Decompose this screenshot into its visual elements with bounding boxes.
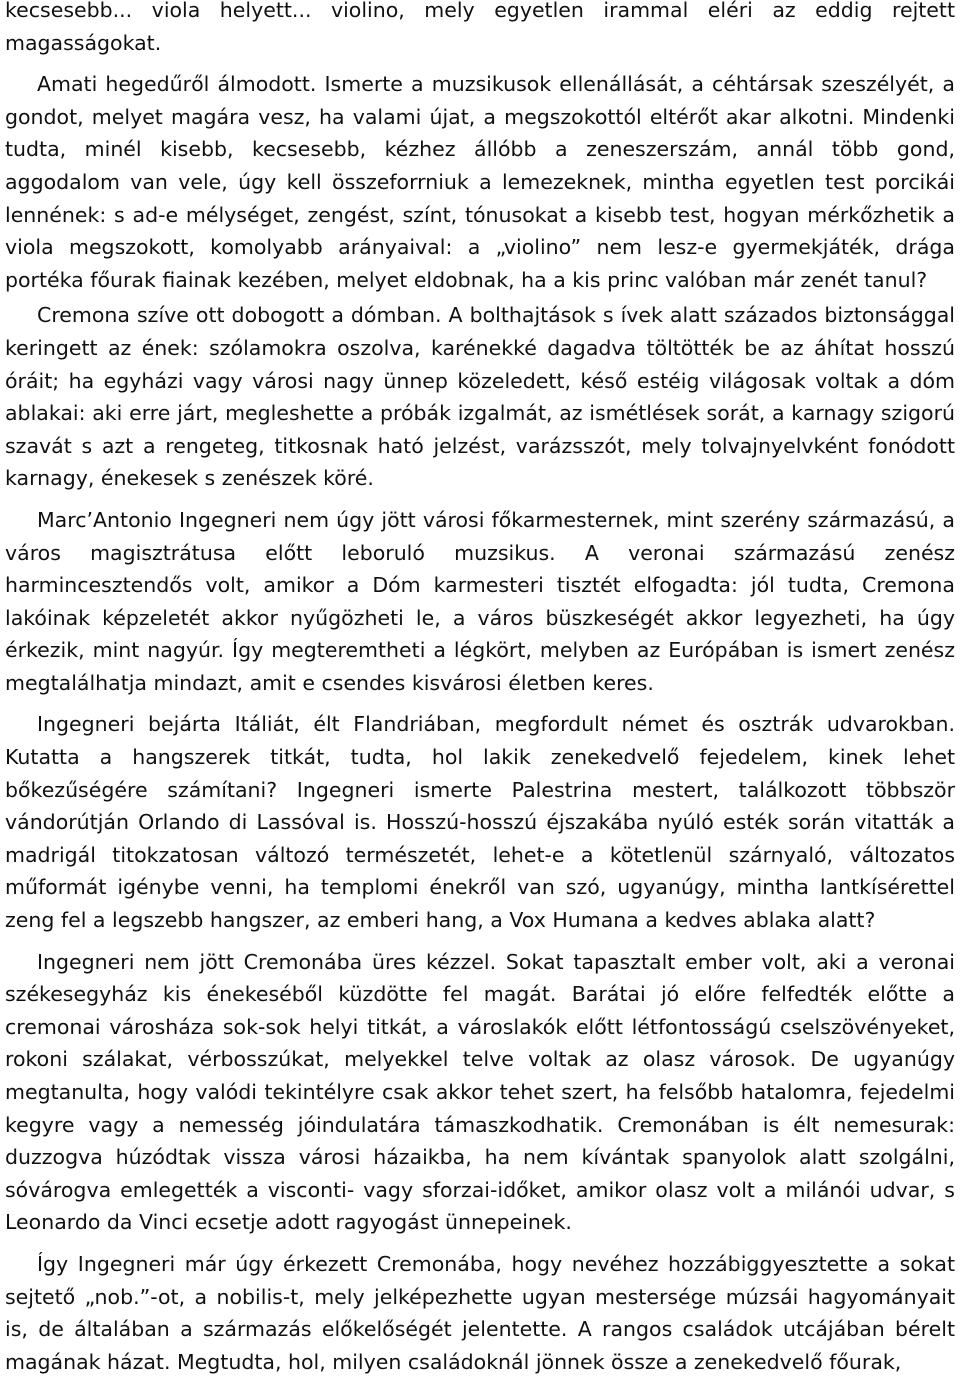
paragraph-amati: Amati hegedűről álmodott. Ismerte a muzsikusok ellenállását, a céhtársak szeszélyét, a gondot, melyet magára vesz, ha valami újat, a megszokottól eltérőt akar alkotni. Mindenki tudta, minél kisebb, kecsesebb, kézhez állóbb a zeneszerszám, annál több gond, aggodalom van vele, úgy kell összeforrniuk a lemezeknek, mintha egyetlen test porcikái lennének: s ad-e mélységet, zengést, színt, tónusokat a kisebb test, hogyan mérkőzhetik a viola megszokott, komolyabb arányaival: a „violino” nem lesz-e gyermekjáték, drága portéka főurak fiainak kezében, melyet eldobnak, ha a kis princ valóban már zenét tanul?	[5, 72, 955, 292]
paragraph-cremona-dom: Cremona szíve ott dobogott a dómban. A bolthajtások s ívek alatt százados biztonsággal keringett az ének: szólamokra oszolva, karénekké dagadva töltötték be az áhítat hosszú óráit; ha egyházi vagy városi nagy ünnep közeledett, késő estéig világosak voltak a dóm ablakai: aki erre járt, megleshette a próbák izgalmát, az ismétlések sorát, a karnagy szigorú szavát s azt a rengeteg, titkosnak ható jelzést, varázsszót, mely tolvajnyelvként fonódott karnagy, énekesek s zenészek köré.	[5, 303, 955, 491]
paragraph-ingegneri-nobilis: Így Ingegneri már úgy érkezett Cremonába, hogy nevéhez hozzábiggyesztette a sokat sejtető „nob.”-ot, a nobilis-t, mely jelképezhette ugyan mestersége múzsái hagyományait is, de általában a származás előkelőségét jelentette. A rangos családok utcájában bérelt magának házat. Megtudta, hol, milyen családoknál jönnek össze a zenekedvelő főurak,	[5, 1251, 955, 1374]
paragraph-ingegneri-arrival: Marc’Antonio Ingegneri nem úgy jött városi főkarmesternek, mint szerény származású, a város magisztrátusa előtt leboruló muzsikus. A veronai származású zenész harmincesztendős volt, amikor a Dóm karmesteri tisztét elfogadta: jól tudta, Cremona lakóinak képzeletét akkor nyűgözheti le, a város büszkeségét akkor legyezheti, ha úgy érkezik, mint nagyúr. Így megteremtheti a légkört, melyben az Európában is ismert zenész megtalálhatja mindazt, amit e csendes kisvárosi életben keres.	[5, 507, 955, 695]
paragraph-ingegneri-travels: Ingegneri bejárta Itáliát, élt Flandriában, megfordult német és osztrák udvarokban. Kutatta a hangszerek titkát, tudta, hol lakik zenekedvelő fejedelem, kinek lehet bőkezűségére számítani? Ingegneri ismerte Palestrina mestert, találkozott többször vándorútján Orlando di Lassóval is. Hosszú-hosszú éjszakába nyúló esték során vitatták a madrigál titokzatosan változó természetét, lehet-e a kötetlenül szárnyaló, változatos műformát igénybe venni, ha templomi énekről van szó, ugyanúgy, mintha lantkísérettel zeng fel a legszebb hangszer, az emberi hang, a Vox Humana a kedves ablaka alatt?	[5, 712, 955, 933]
paragraph-ingegneri-cremona: Ingegneri nem jött Cremonába üres kézzel. Sokat tapasztalt ember volt, aki a veronai székesegyház kis énekeséből küzdötte fel magát. Barátai jó előre felfedték előtte a cremonai városháza sok-sok helyi titkát, a városlakók előtt létfontosságú cselszövényeket, rokoni szálakat, vérbosszúkat, melyekkel telve voltak az olasz városok. De ugyanúgy megtanulta, hogy valódi tekintélyre csak akkor tehet szert, ha felsőbb hatalomra, fejedelmi kegyre vagy a nemesség jóindulatára támaszkodhatik. Cremonában is élt nemesurak: duzzogva húzódtak vissza városi házaikba, ha nem kívántak spanyolok alatt szolgálni, sóvárogva emlegették a visconti- vagy sforzai-időket, amikor olasz volt a milánói udvar, s Leonardo da Vinci ecsetje adott ragyogást ünnepeinek.	[5, 949, 955, 1235]
paragraph-continued: kecsesebb... viola helyett... violino, mely egyetlen irammal eléri az eddig rejtett magasságokat.	[5, 0, 955, 55]
